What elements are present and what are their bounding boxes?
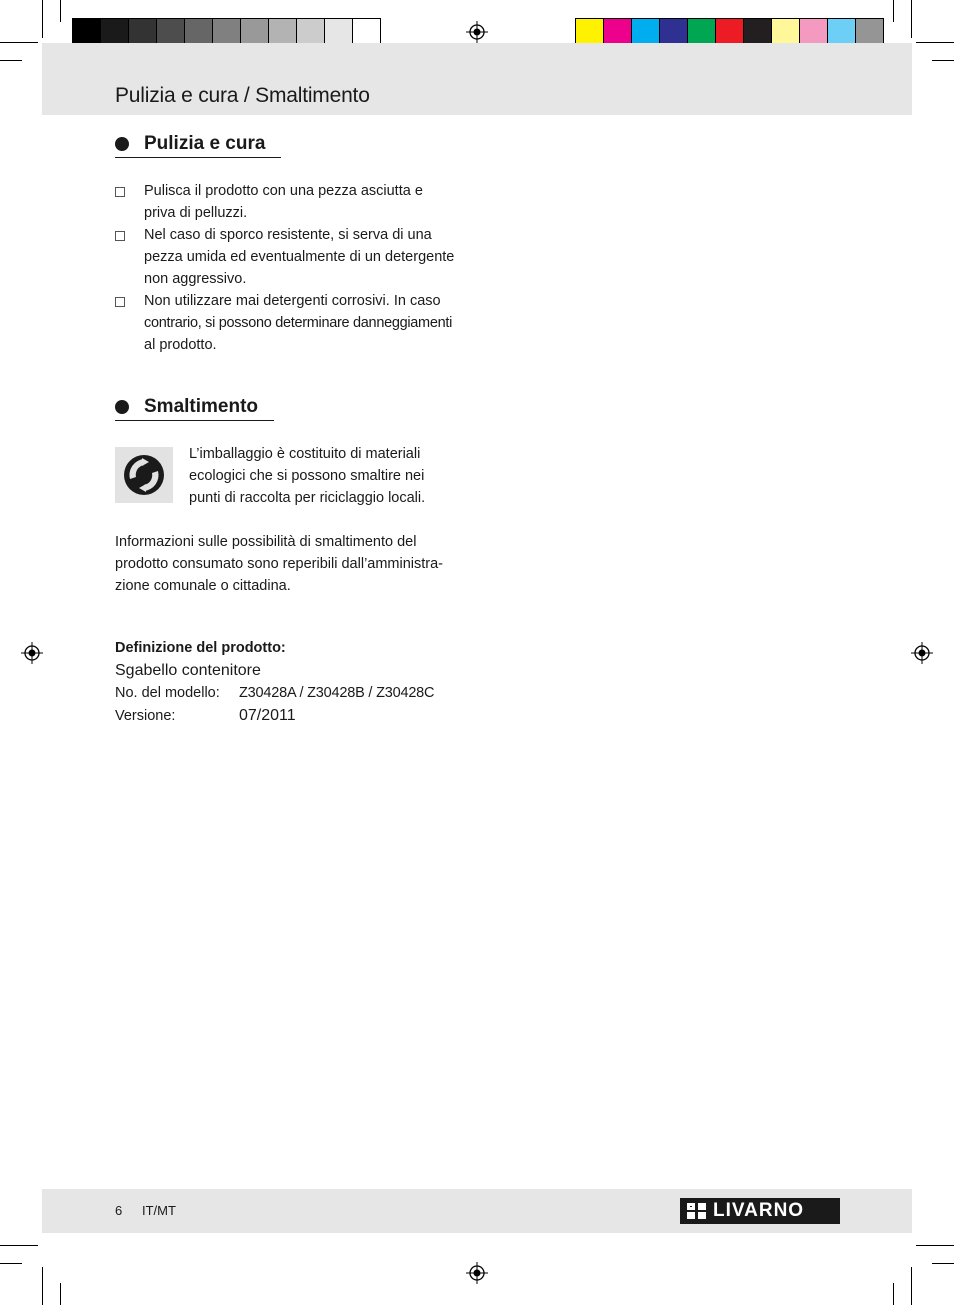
crop-mark	[0, 60, 22, 61]
gray-swatch	[72, 18, 101, 46]
process-swatch	[631, 18, 660, 46]
text-line: L’imballaggio è costituito di materiali	[189, 446, 421, 462]
process-swatch	[687, 18, 716, 46]
process-swatch	[771, 18, 800, 46]
registration-mark-icon	[466, 1262, 488, 1284]
definition-title: Definizione del prodotto:	[115, 640, 286, 656]
bullet-dot-icon	[115, 400, 129, 414]
gray-swatch	[352, 18, 381, 46]
section-title: Smaltimento	[144, 396, 259, 417]
text-line: ecologici che si possono smaltire nei	[189, 468, 425, 484]
page-title: Pulizia e cura / Smaltimento	[115, 84, 370, 107]
registration-mark-icon	[466, 21, 488, 43]
crop-mark	[932, 60, 954, 61]
grayscale-color-bar	[72, 18, 380, 46]
section-title: Pulizia e cura	[144, 133, 266, 154]
process-color-bar	[575, 18, 883, 46]
model-value: Z30428A / Z30428B / Z30428C	[239, 685, 435, 701]
crop-mark	[60, 1283, 61, 1305]
process-swatch	[855, 18, 884, 46]
registration-mark-icon	[911, 642, 933, 664]
list-item-line: Non utilizzare mai detergenti corrosivi. In caso	[144, 293, 441, 309]
page-number: 6	[115, 1203, 123, 1218]
list-item	[115, 290, 470, 356]
gray-swatch	[100, 18, 129, 46]
process-swatch	[603, 18, 632, 46]
crop-mark	[0, 42, 38, 43]
gray-swatch	[268, 18, 297, 46]
crop-mark	[916, 1245, 954, 1246]
crop-mark	[893, 1283, 894, 1305]
process-swatch	[827, 18, 856, 46]
brand-mark-icon	[687, 1203, 707, 1219]
section-heading-cleaning	[115, 133, 265, 155]
text-line: Informazioni sulle possibilità di smaltimento del	[115, 534, 417, 550]
gray-swatch	[212, 18, 241, 46]
brand-wordmark: LIVARNO	[713, 1200, 805, 1221]
crop-mark	[916, 42, 954, 43]
list-item-line: non aggressivo.	[144, 271, 247, 287]
crop-mark	[60, 0, 61, 22]
section-underline	[115, 420, 274, 421]
disposal-info-paragraph	[115, 531, 470, 597]
bullet-dot-icon	[115, 137, 129, 151]
list-item-line: Pulisca il prodotto con una pezza asciutta e	[144, 183, 423, 199]
process-swatch	[715, 18, 744, 46]
gray-swatch	[324, 18, 353, 46]
checkbox-bullet-icon	[115, 297, 125, 307]
process-swatch	[743, 18, 772, 46]
version-row	[115, 707, 296, 725]
crop-mark	[42, 1267, 43, 1305]
product-name: Sgabello contenitore	[115, 662, 261, 679]
packaging-text	[189, 443, 469, 509]
brand-logo	[680, 1198, 840, 1224]
crop-mark	[42, 0, 43, 38]
text-line: zione comunale o cittadina.	[115, 578, 291, 594]
gray-swatch	[156, 18, 185, 46]
checkbox-bullet-icon	[115, 231, 125, 241]
gray-swatch	[184, 18, 213, 46]
checkbox-bullet-icon	[115, 187, 125, 197]
gray-swatch	[240, 18, 269, 46]
crop-mark	[893, 0, 894, 22]
list-item-line: Nel caso di sporco resistente, si serva di una	[144, 227, 432, 243]
version-label: Versione:	[115, 708, 176, 724]
crop-mark	[932, 1263, 954, 1264]
gray-swatch	[128, 18, 157, 46]
model-label: No. del modello:	[115, 685, 220, 701]
section-heading-disposal	[115, 396, 258, 418]
process-swatch	[575, 18, 604, 46]
crop-mark	[911, 0, 912, 38]
recycle-icon	[115, 447, 173, 503]
list-item-line: pezza umida ed eventualmente di un detergente	[144, 249, 455, 265]
gray-swatch	[296, 18, 325, 46]
registration-mark-icon	[21, 642, 43, 664]
process-swatch	[799, 18, 828, 46]
list-item	[115, 224, 470, 290]
crop-mark	[911, 1267, 912, 1305]
text-line: prodotto consumato sono reperibili dall’amministra-	[115, 556, 444, 572]
section-underline	[115, 157, 281, 158]
list-item	[115, 180, 470, 224]
version-value: 07/2011	[239, 707, 296, 724]
language-code: IT/MT	[142, 1203, 176, 1218]
list-item-line: al prodotto.	[144, 337, 217, 353]
model-row	[115, 685, 434, 701]
crop-mark	[0, 1245, 38, 1246]
list-item-line: contrario, si possono determinare danneggiamenti	[144, 315, 453, 331]
list-item-line: priva di pelluzzi.	[144, 205, 248, 221]
crop-mark	[0, 1263, 22, 1264]
text-line: punti di raccolta per riciclaggio locali.	[189, 490, 426, 506]
process-swatch	[659, 18, 688, 46]
